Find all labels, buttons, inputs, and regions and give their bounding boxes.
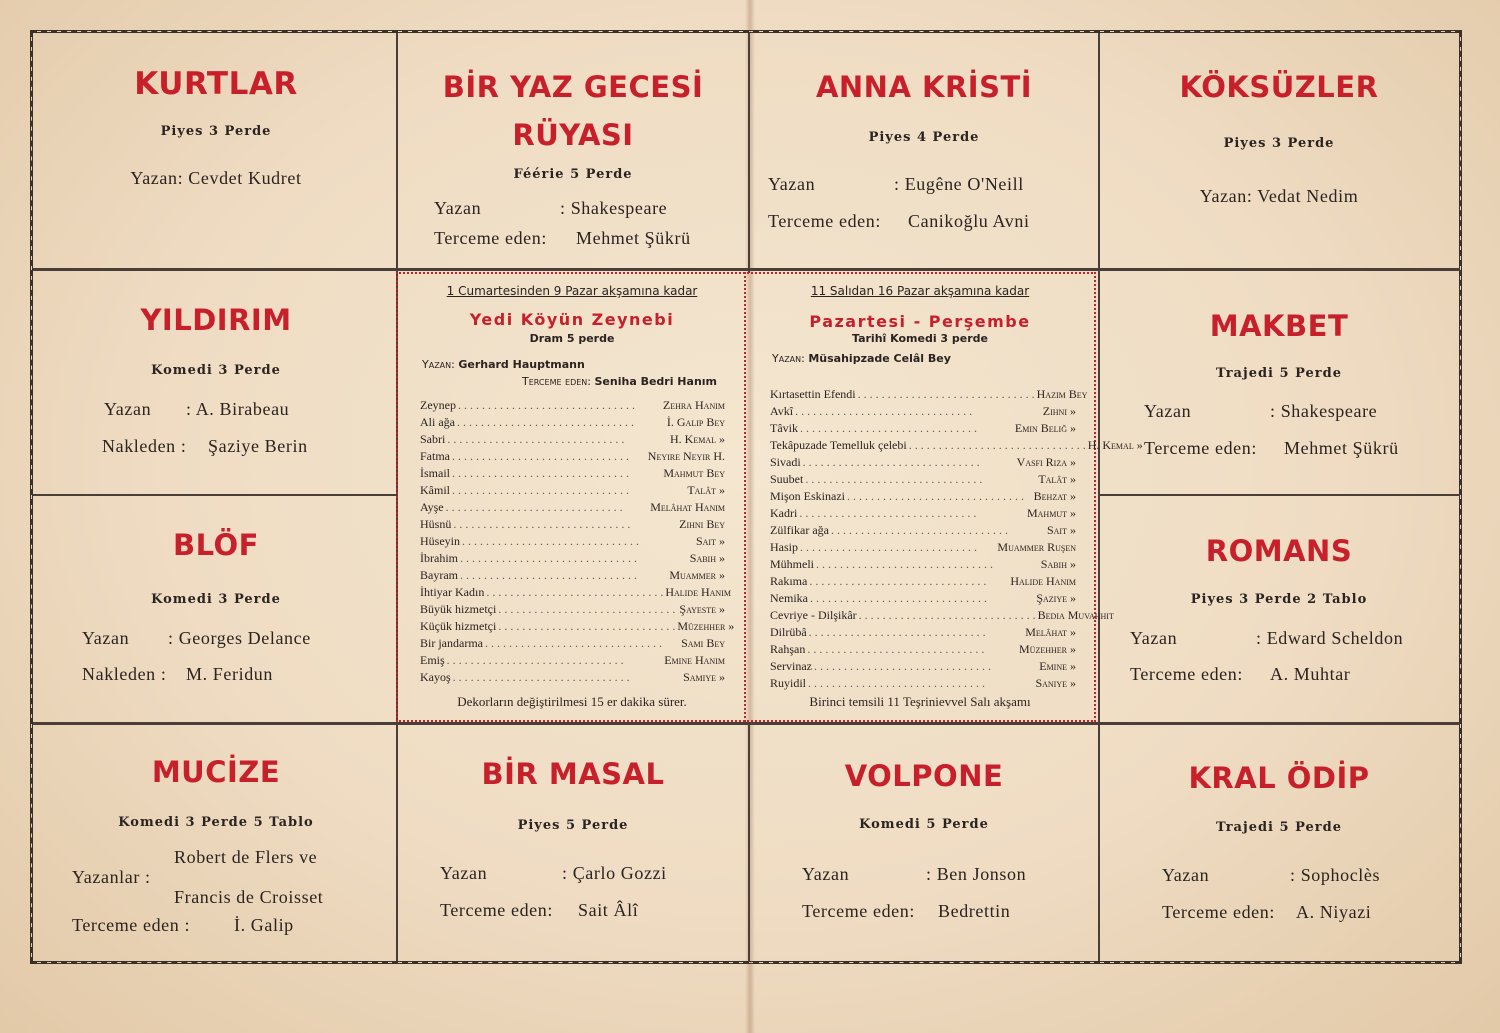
play-genre: Komedi 3 Perde xyxy=(151,363,281,378)
cast-row xyxy=(770,607,1114,624)
play-title: KURTLAR xyxy=(134,66,298,102)
play-bir-yaz-gecesi xyxy=(398,36,748,268)
character-name: Ali ağa xyxy=(420,415,455,429)
cast-row xyxy=(770,641,1076,658)
cast-row xyxy=(770,454,1076,471)
program-author-line xyxy=(772,352,951,365)
cast-row xyxy=(420,431,725,448)
cast-row xyxy=(420,601,725,618)
character-name: Fatma xyxy=(420,449,450,463)
character-name: Hasip xyxy=(770,540,798,554)
dot-leader: . . . . . . . . . . . . . . . . . . . . . . . . . . . . . . xyxy=(807,642,985,656)
actor-name: Hazım Bey xyxy=(1036,387,1088,401)
cast-row xyxy=(420,550,725,567)
character-name: Ruyidil xyxy=(770,676,807,690)
cast-row xyxy=(420,465,725,482)
actor-name: Samiye » xyxy=(683,670,725,684)
play-translator: M. Feridun xyxy=(186,664,273,684)
actor-name: Sami Bey xyxy=(681,636,725,650)
play-genre: Komedi 5 Perde xyxy=(859,817,989,832)
actor-name: Müzehher » xyxy=(677,619,735,633)
play-genre: Komedi 3 Perde xyxy=(151,592,281,607)
play-mucize xyxy=(36,725,396,961)
dot-leader: . . . . . . . . . . . . . . . . . . . . . . . . . . . . . . xyxy=(452,449,629,463)
actor-name: Mahmut » xyxy=(1026,506,1076,520)
play-translator-label: Terceme eden: xyxy=(1144,438,1257,458)
play-genre: Trajedi 5 Perde xyxy=(1215,366,1342,381)
play-translator: İ. Galip xyxy=(234,915,294,935)
play-genre: Trajedi 5 Perde xyxy=(1215,820,1342,835)
character-name: Sivadi xyxy=(770,455,801,469)
cast-row xyxy=(420,482,725,499)
program-right xyxy=(748,276,1143,720)
play-bir-masal xyxy=(398,725,748,961)
play-author: : Edward Scheldon xyxy=(1256,628,1404,648)
cast-row xyxy=(770,437,1143,454)
play-romans xyxy=(1100,496,1458,722)
dot-leader: . . . . . . . . . . . . . . . . . . . . . . . . . . . . . . xyxy=(858,608,1036,622)
character-name: Servinaz xyxy=(770,659,812,673)
actor-name: Sait » xyxy=(695,534,725,548)
play-title: ANNA KRİSTİ xyxy=(815,70,1033,104)
play-author-label: Yazan xyxy=(768,174,816,194)
play-author-label: Yazan xyxy=(1130,628,1178,648)
actor-name: Talât » xyxy=(1038,472,1076,486)
actor-name: H. Kemal » xyxy=(1087,438,1143,452)
play-genre: Komedi 3 Perde 5 Tablo xyxy=(118,815,314,830)
play-translator: A. Muhtar xyxy=(1270,664,1351,684)
dot-leader: . . . . . . . . . . . . . . . . . . . . . . . . . . . . . . xyxy=(445,500,623,514)
dot-leader: . . . . . . . . . . . . . . . . . . . . . . . . . . . . . . xyxy=(808,625,986,639)
actor-name: Zihni » xyxy=(1042,404,1076,418)
character-name: Rahşan xyxy=(770,642,806,656)
play-title: BİR YAZ GECESİ xyxy=(442,70,704,104)
play-title: ROMANS xyxy=(1205,534,1353,568)
author-name: Müsahipzade Celâl Bey xyxy=(808,352,951,365)
program-date-range: 11 Salıdan 16 Pazar akşamına kadar xyxy=(810,284,1030,298)
actor-name: Şayeste » xyxy=(679,602,725,616)
character-name: Emiş xyxy=(420,653,445,667)
character-name: İbrahim xyxy=(420,551,458,565)
play-title-line2: RÜYASI xyxy=(512,118,634,152)
play-author-label: Yazan xyxy=(104,399,152,419)
dot-leader: . . . . . . . . . . . . . . . . . . . . . . . . . . . . . . xyxy=(816,557,993,571)
play-translator: Bedrettin xyxy=(938,901,1011,921)
play-author: : Georges Delance xyxy=(168,628,311,648)
cast-row xyxy=(770,471,1076,488)
play-genre: Féérie 5 Perde xyxy=(513,167,633,182)
cast-row xyxy=(770,624,1076,641)
dot-leader: . . . . . . . . . . . . . . . . . . . . . . . . . . . . . . xyxy=(484,636,662,650)
character-name: Bir jandarma xyxy=(420,636,483,650)
cast-list xyxy=(770,386,1143,692)
play-author-label: Yazan xyxy=(434,198,482,218)
character-name: Tâvik xyxy=(770,421,798,435)
play-translator-label: Nakleden : xyxy=(102,436,187,456)
actor-name: Sabih » xyxy=(689,551,725,565)
play-title: KÖKSÜZLER xyxy=(1179,70,1379,104)
dot-leader: . . . . . . . . . . . . . . . . . . . . . . . . . . . . . . xyxy=(799,506,977,520)
character-name: Küçük hizmetçi xyxy=(420,619,497,633)
character-name: Zeynep xyxy=(420,398,456,412)
cast-row xyxy=(770,675,1076,692)
character-name: Bayram xyxy=(420,568,458,582)
play-translator: Mehmet Şükrü xyxy=(576,228,691,248)
dot-leader: . . . . . . . . . . . . . . . . . . . . . . . . . . . . . . xyxy=(800,540,977,554)
play-translator: Canikoğlu Avni xyxy=(908,211,1030,231)
character-name: Zülfikar ağa xyxy=(770,523,829,537)
character-name: Nemika xyxy=(770,591,808,605)
character-name: Ayşe xyxy=(420,500,444,514)
actor-name: Zehra Hanım xyxy=(662,398,725,412)
cast-row xyxy=(770,488,1076,505)
cast-row xyxy=(420,448,725,465)
cast-row xyxy=(420,652,725,669)
dot-leader: . . . . . . . . . . . . . . . . . . . . . . . . . . . . . . xyxy=(808,676,986,690)
play-title: MAKBET xyxy=(1209,309,1349,343)
play-author: : Eugêne O'Neill xyxy=(894,174,1024,194)
play-author: Yazan: Vedat Nedim xyxy=(1199,186,1359,206)
dot-leader: . . . . . . . . . . . . . . . . . . . . . . . . . . . . . . xyxy=(830,523,1008,537)
author-label: Yazan: xyxy=(422,358,455,371)
play-anna-kristi xyxy=(750,36,1098,268)
play-author-2: Francis de Croisset xyxy=(174,887,324,907)
play-translator: Mehmet Şükrü xyxy=(1284,438,1399,458)
dot-leader: . . . . . . . . . . . . . . . . . . . . . . . . . . . . . . xyxy=(486,585,664,599)
character-name: Cevriye - Dilşikâr xyxy=(770,608,857,622)
character-name: Avkî xyxy=(770,404,794,418)
cast-row xyxy=(420,499,725,516)
play-translator: Sait Âlî xyxy=(578,900,639,920)
cast-row xyxy=(770,539,1076,556)
cast-row xyxy=(770,386,1088,403)
play-blof xyxy=(36,496,396,722)
character-name: Kayoş xyxy=(420,670,451,684)
cast-row xyxy=(770,420,1076,437)
dot-leader: . . . . . . . . . . . . . . . . . . . . . . . . . . . . . . xyxy=(908,438,1086,452)
cast-row xyxy=(420,584,731,601)
cast-row xyxy=(770,522,1076,539)
actor-name: Şaziye » xyxy=(1036,591,1076,605)
play-author: : A. Birabeau xyxy=(186,399,290,419)
author-label: Yazan: xyxy=(772,352,805,365)
dot-leader: . . . . . . . . . . . . . . . . . . . . . . . . . . . . . . xyxy=(462,534,639,548)
play-translator-label: Terceme eden: xyxy=(440,900,553,920)
play-translator: Şaziye Berin xyxy=(208,436,308,456)
actor-name: Behzat » xyxy=(1033,489,1076,503)
actor-name: H. Kemal » xyxy=(670,432,725,446)
play-author-label: Yazan xyxy=(802,864,850,884)
character-name: Kâmil xyxy=(420,483,450,497)
actor-name: Halide Hanım xyxy=(665,585,731,599)
cast-row xyxy=(420,669,725,686)
play-kurtlar xyxy=(36,36,396,268)
play-translator-label: Nakleden : xyxy=(82,664,167,684)
dot-leader: . . . . . . . . . . . . . . . . . . . . . . . . . . . . . . xyxy=(452,466,629,480)
program-footer: Dekorların değiştirilmesi 15 er dakika sürer. xyxy=(457,694,687,709)
program-translator-line xyxy=(522,375,717,388)
actor-name: Mahmut Bey xyxy=(663,466,725,480)
program-play-title: Yedi Köyün Zeynebi xyxy=(469,310,675,329)
play-makbet xyxy=(1100,271,1458,494)
play-translator-label: Terceme eden: xyxy=(802,901,915,921)
character-name: Mişon Eskinazi xyxy=(770,489,845,503)
actor-name: Zihni Bey xyxy=(679,517,725,531)
character-name: Kadri xyxy=(770,506,798,520)
dot-leader: . . . . . . . . . . . . . . . . . . . . . . . . . . . . . . xyxy=(810,591,987,605)
character-name: Hüseyin xyxy=(420,534,460,548)
play-translator-label: Terceme eden: xyxy=(768,211,881,231)
play-title: KRAL ÖDİP xyxy=(1188,761,1370,795)
character-name: Rakıma xyxy=(770,574,808,588)
actor-name: Emin Beliğ » xyxy=(1014,421,1076,435)
dot-leader: . . . . . . . . . . . . . . . . . . . . . . . . . . . . . . xyxy=(457,398,635,412)
dot-leader: . . . . . . . . . . . . . . . . . . . . . . . . . . . . . . xyxy=(795,404,973,418)
character-name: İhtiyar Kadın xyxy=(420,585,485,599)
dot-leader: . . . . . . . . . . . . . . . . . . . . . . . . . . . . . . xyxy=(460,551,637,565)
translator-label: Terceme eden: xyxy=(522,375,591,388)
actor-name: Saniye » xyxy=(1035,676,1076,690)
program-play-title: Pazartesi - Perşembe xyxy=(809,312,1031,331)
dot-leader: . . . . . . . . . . . . . . . . . . . . . . . . . . . . . . xyxy=(452,483,629,497)
cast-list xyxy=(420,397,735,686)
character-name: İsmail xyxy=(420,466,450,480)
character-name: Mühmeli xyxy=(770,557,814,571)
dot-leader: . . . . . . . . . . . . . . . . . . . . . . . . . . . . . . xyxy=(453,517,631,531)
actor-name: Emine Hanım xyxy=(664,653,725,667)
play-author: Yazan: Cevdet Kudret xyxy=(130,168,302,188)
actor-name: Emine » xyxy=(1039,659,1076,673)
cast-row xyxy=(420,397,725,414)
play-author: : Sophoclès xyxy=(1290,865,1381,885)
dot-leader: . . . . . . . . . . . . . . . . . . . . . . . . . . . . . . xyxy=(805,472,983,486)
play-author-1: Robert de Flers ve xyxy=(174,847,318,867)
actor-name: Muammer Ruşen xyxy=(997,540,1076,554)
cast-row xyxy=(770,573,1076,590)
program-left xyxy=(400,276,744,720)
character-name: Dilrübâ xyxy=(770,625,807,639)
character-name: Tekâpuzade Temelluk çelebi xyxy=(770,438,907,452)
play-kral-odip xyxy=(1100,725,1458,961)
character-name: Hüsnü xyxy=(420,517,452,531)
dot-leader: . . . . . . . . . . . . . . . . . . . . . . . . . . . . . . xyxy=(813,659,991,673)
play-translator-label: Terceme eden : xyxy=(72,915,191,935)
program-author-line xyxy=(422,358,585,371)
program-date-range: 1 Cumartesinden 9 Pazar akşamına kadar xyxy=(446,284,698,298)
cast-row xyxy=(420,533,725,550)
cast-row xyxy=(770,505,1076,522)
cast-row xyxy=(770,403,1076,420)
cast-row xyxy=(770,658,1076,675)
actor-name: Sabih » xyxy=(1040,557,1076,571)
actor-name: Muammer » xyxy=(669,568,725,582)
dot-leader: . . . . . . . . . . . . . . . . . . . . . . . . . . . . . . xyxy=(452,670,630,684)
dot-leader: . . . . . . . . . . . . . . . . . . . . . . . . . . . . . . xyxy=(457,415,634,429)
play-title: MUCİZE xyxy=(151,755,281,789)
play-genre: Piyes 5 Perde xyxy=(517,818,629,833)
program-genre: Dram 5 perde xyxy=(529,332,615,345)
cast-row xyxy=(770,590,1076,607)
play-authors-label: Yazanlar : xyxy=(72,867,151,887)
cast-row xyxy=(770,556,1076,573)
play-koksuzler xyxy=(1100,36,1458,268)
play-author: : Shakespeare xyxy=(560,198,668,218)
character-name: Suubet xyxy=(770,472,804,486)
cast-row xyxy=(420,618,735,635)
play-genre: Piyes 3 Perde 2 Tablo xyxy=(1190,592,1368,607)
play-title: BLÖF xyxy=(172,528,259,562)
character-name: Büyük hizmetçi xyxy=(420,602,497,616)
dot-leader: . . . . . . . . . . . . . . . . . . . . . . . . . . . . . . xyxy=(847,489,1024,503)
dot-leader: . . . . . . . . . . . . . . . . . . . . . . . . . . . . . . xyxy=(447,432,625,446)
dot-leader: . . . . . . . . . . . . . . . . . . . . . . . . . . . . . . xyxy=(802,455,980,469)
play-author: : Çarlo Gozzi xyxy=(562,863,667,883)
actor-name: Vasfi Rıza » xyxy=(1016,455,1076,469)
cast-row xyxy=(420,567,725,584)
actor-name: Talât » xyxy=(687,483,725,497)
character-name: Kırtasettin Efendi xyxy=(770,387,856,401)
dot-leader: . . . . . . . . . . . . . . . . . . . . . . . . . . . . . . xyxy=(498,602,676,616)
actor-name: İ. Galip Bey xyxy=(666,415,725,429)
dot-leader: . . . . . . . . . . . . . . . . . . . . . . . . . . . . . . xyxy=(857,387,1035,401)
play-genre: Piyes 3 Perde xyxy=(1223,136,1335,151)
cast-row xyxy=(420,635,725,652)
play-author-label: Yazan xyxy=(82,628,130,648)
cast-row xyxy=(420,516,725,533)
program-genre: Tarihî Komedi 3 perde xyxy=(852,332,988,345)
actor-name: Neyire Neyir H. xyxy=(647,449,725,463)
program-footer: Birinci temsili 11 Teşrinievvel Salı akşamı xyxy=(809,694,1031,709)
play-translator-label: Terceme eden: xyxy=(434,228,547,248)
play-volpone xyxy=(750,725,1098,961)
character-name: Sabri xyxy=(420,432,446,446)
actor-name: Bedia Muvahhit xyxy=(1037,608,1114,622)
play-genre: Piyes 4 Perde xyxy=(868,130,980,145)
program-divider xyxy=(744,272,746,722)
dot-leader: . . . . . . . . . . . . . . . . . . . . . . . . . . . . . . xyxy=(446,653,624,667)
actor-name: Sait » xyxy=(1046,523,1076,537)
play-author-label: Yazan xyxy=(1162,865,1210,885)
play-author: : Shakespeare xyxy=(1270,401,1378,421)
dot-leader: . . . . . . . . . . . . . . . . . . . . . . . . . . . . . . xyxy=(498,619,676,633)
play-author: : Ben Jonson xyxy=(926,864,1027,884)
actor-name: Müzehher » xyxy=(1019,642,1076,656)
dot-leader: . . . . . . . . . . . . . . . . . . . . . . . . . . . . . . xyxy=(800,421,977,435)
play-author-label: Yazan xyxy=(1144,401,1192,421)
play-translator: A. Niyazi xyxy=(1296,902,1372,922)
dot-leader: . . . . . . . . . . . . . . . . . . . . . . . . . . . . . . xyxy=(809,574,987,588)
play-translator-label: Terceme eden: xyxy=(1162,902,1275,922)
play-title: VOLPONE xyxy=(844,759,1004,793)
play-title: YILDIRIM xyxy=(140,303,292,337)
play-title: BİR MASAL xyxy=(481,757,665,791)
actor-name: Melâhat » xyxy=(1025,625,1076,639)
dot-leader: . . . . . . . . . . . . . . . . . . . . . . . . . . . . . . xyxy=(460,568,637,582)
actor-name: Melâhat Hanım xyxy=(650,500,725,514)
play-genre: Piyes 3 Perde xyxy=(160,124,272,139)
play-translator-label: Terceme eden: xyxy=(1130,664,1243,684)
author-name: Gerhard Hauptmann xyxy=(458,358,585,371)
cast-row xyxy=(420,414,725,431)
play-author-label: Yazan xyxy=(440,863,488,883)
play-yildirim xyxy=(36,271,396,494)
translator-name: Seniha Bedri Hanım xyxy=(594,375,718,388)
actor-name: Halide Hanım xyxy=(1010,574,1076,588)
